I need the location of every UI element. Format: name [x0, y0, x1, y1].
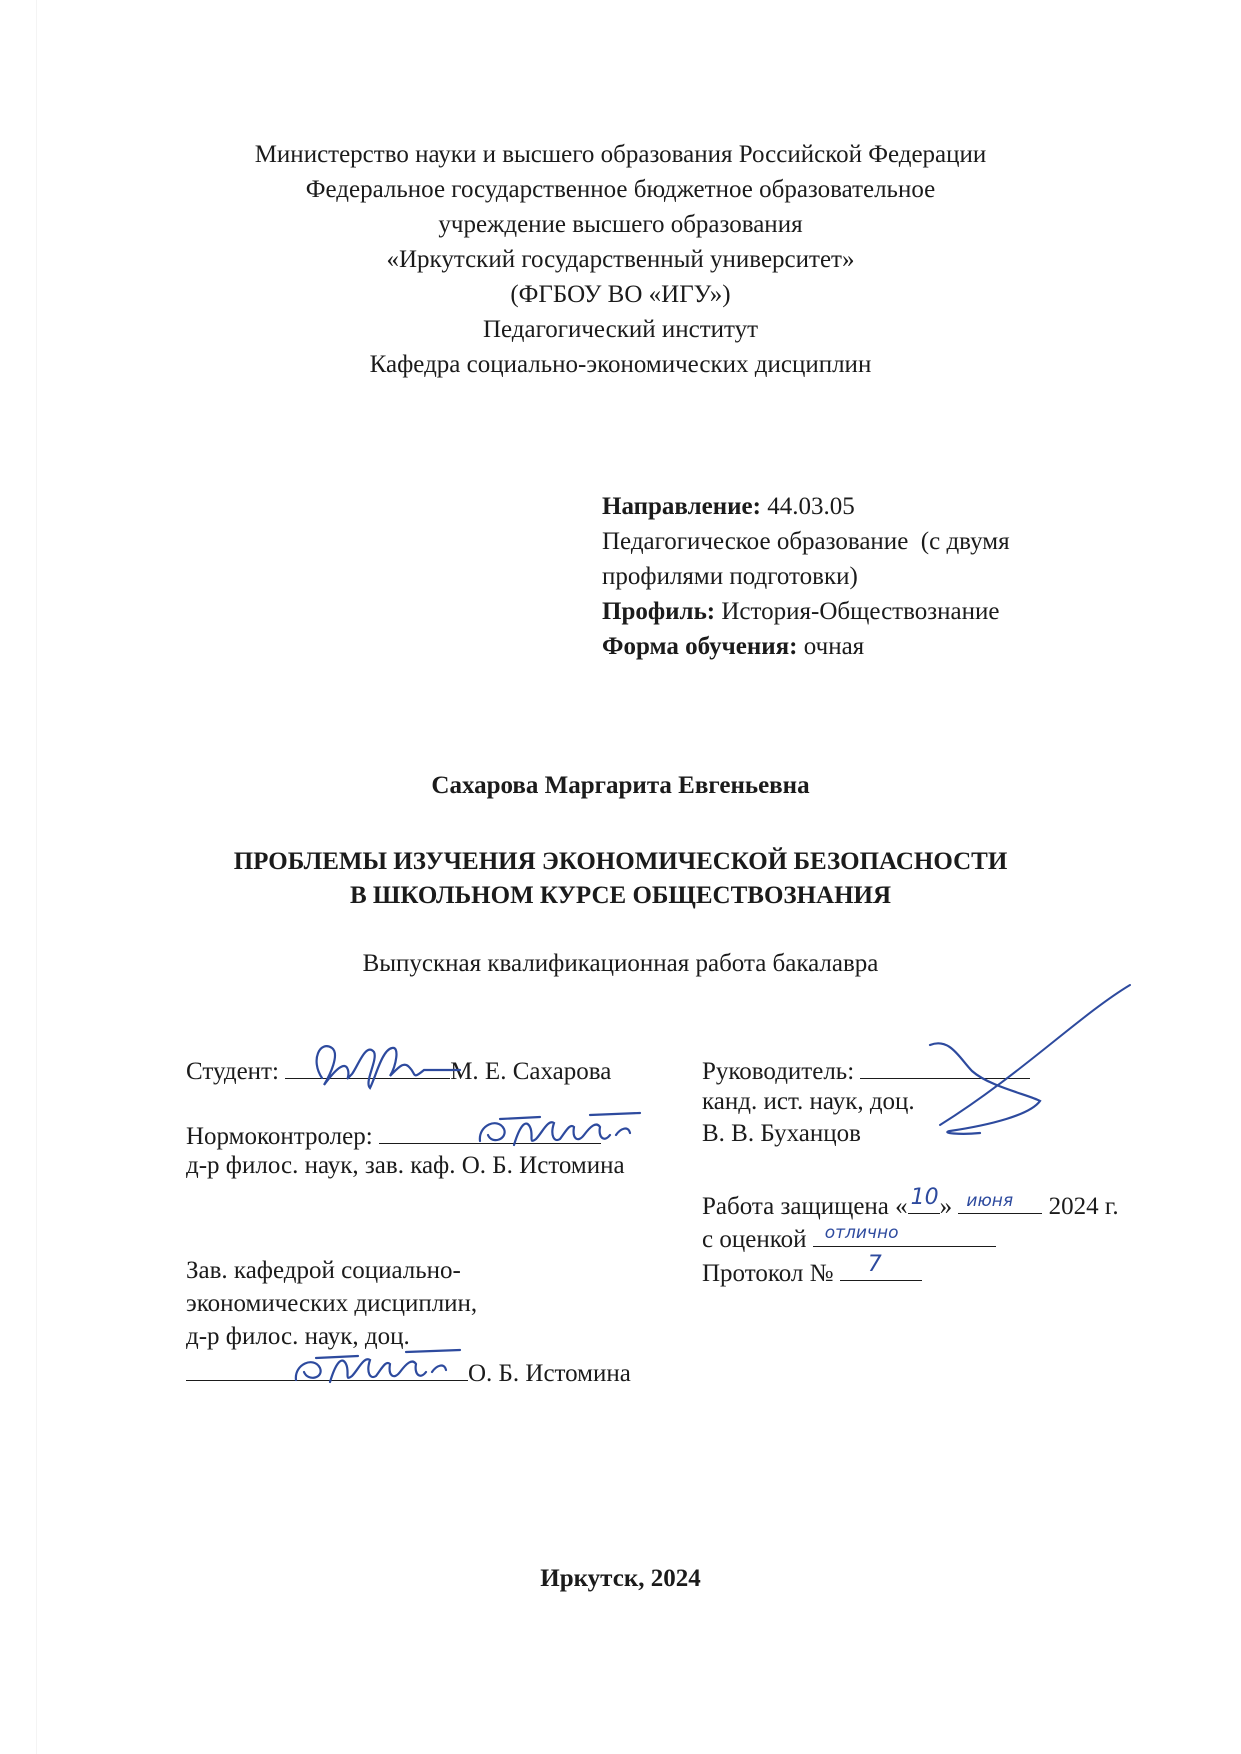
head-signature-row — [186, 1356, 631, 1389]
form-value: очная — [803, 633, 865, 660]
institution-header — [0, 137, 1241, 382]
normocontroller-row — [186, 1119, 601, 1152]
supervisor-row — [702, 1054, 1030, 1087]
defense-row — [702, 1185, 1119, 1222]
ministry-line: Министерство науки и высшего образования Российской Федерации — [254, 141, 987, 168]
direction-code: 44.03.05 — [767, 493, 855, 520]
form-label: Форма обучения: — [602, 633, 798, 660]
normocontroller-label: Нормоконтролер: — [186, 1123, 373, 1150]
supervisor-degree: канд. ист. наук, доц. — [702, 1088, 915, 1115]
normocontroller-signature-line — [379, 1119, 601, 1144]
grade-line — [813, 1222, 996, 1247]
head-name: О. Б. Истомина — [468, 1360, 631, 1387]
author-name: Сахарова Маргарита Евгеньевна — [431, 772, 810, 799]
profile-value: История-Обществознание — [721, 598, 1000, 625]
grade-value: отлично — [824, 1223, 899, 1243]
institution-type-line: учреждение высшего образования — [438, 211, 803, 238]
department-name: Кафедра социально-экономических дисциплин — [369, 351, 872, 378]
student-label: Студент: — [186, 1058, 279, 1085]
federal-line: Федеральное государственное бюджетное образовательное — [305, 176, 936, 203]
direction-line2: Педагогическое образование (с двумя — [602, 528, 1010, 555]
city-year: Иркутск, 2024 — [540, 1565, 701, 1592]
student-row — [186, 1054, 611, 1087]
defense-month-line — [958, 1189, 1042, 1214]
normocontroller-details: д-р филос. наук, зав. каф. О. Б. Истомина — [186, 1152, 625, 1179]
defense-day-line — [908, 1185, 940, 1214]
defense-month: июня — [966, 1191, 1014, 1211]
defense-mid: » — [939, 1193, 953, 1220]
study-info — [602, 489, 1010, 664]
supervisor-signature-line — [860, 1054, 1030, 1079]
defense-prefix: Работа защищена « — [702, 1193, 908, 1220]
direction-label: Направление: — [602, 493, 761, 520]
profile-label: Профиль: — [602, 598, 716, 625]
head-line2: экономических дисциплин, — [186, 1290, 478, 1317]
institute-name: Педагогический институт — [482, 316, 759, 343]
student-name: М. Е. Сахарова — [450, 1058, 612, 1085]
head-signature-line — [186, 1356, 468, 1381]
title-line1: ПРОБЛЕМЫ ИЗУЧЕНИЯ ЭКОНОМИЧЕСКОЙ БЕЗОПАСНОСТИ — [233, 848, 1008, 875]
head-line1: Зав. кафедрой социально- — [186, 1257, 461, 1284]
protocol-row — [702, 1252, 922, 1289]
protocol-number: 7 — [867, 1252, 882, 1277]
supervisor-label: Руководитель: — [702, 1058, 855, 1085]
thesis-title — [0, 845, 1241, 913]
protocol-label: Протокол № — [702, 1260, 834, 1287]
protocol-line — [840, 1252, 922, 1281]
defense-day: 10 — [910, 1185, 939, 1210]
student-signature-line — [285, 1054, 450, 1079]
direction-line3: профилями подготовки) — [602, 563, 858, 590]
grade-label: с оценкой — [702, 1226, 807, 1253]
defense-year: 2024 г. — [1048, 1193, 1119, 1220]
university-name: «Иркутский государственный университет» — [386, 246, 855, 273]
supervisor-name: В. В. Буханцов — [702, 1120, 861, 1147]
head-line3: д-р филос. наук, доц. — [186, 1323, 410, 1350]
university-abbrev: (ФГБОУ ВО «ИГУ») — [510, 281, 731, 308]
title-line2: В ШКОЛЬНОМ КУРСЕ ОБЩЕСТВОЗНАНИЯ — [349, 882, 892, 909]
grade-row — [702, 1222, 996, 1255]
work-type: Выпускная квалификационная работа бакалавра — [362, 950, 879, 977]
